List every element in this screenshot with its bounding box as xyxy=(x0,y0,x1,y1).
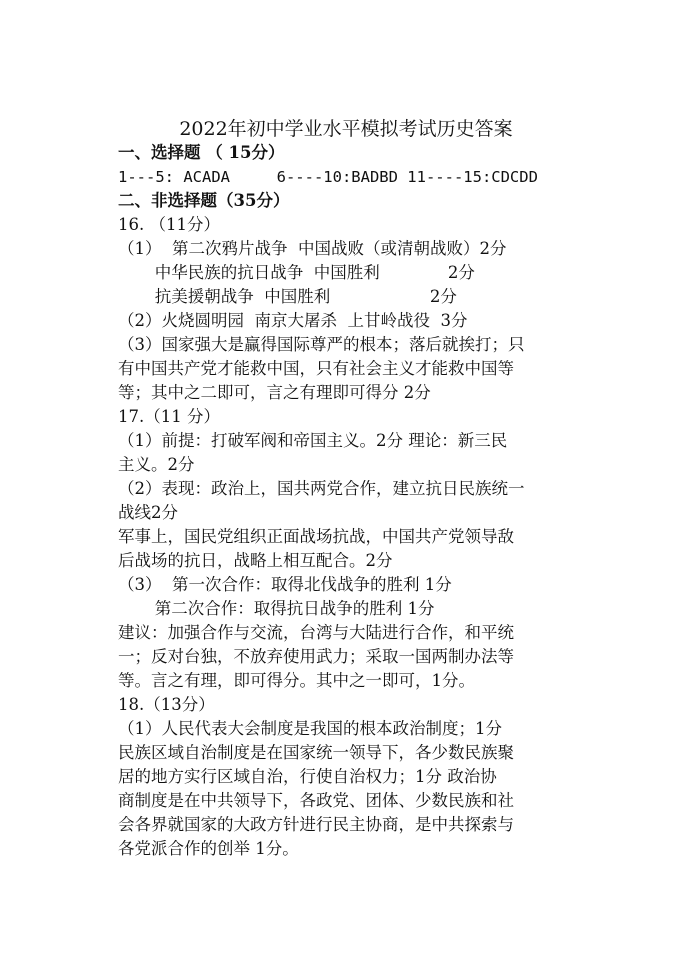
q16-line: （2）火烧圆明园 南京大屠杀 上甘岭战役 3分 xyxy=(118,311,468,330)
q16-line: 等；其中之二即可，言之有理即可得分 2分 xyxy=(118,383,431,402)
q18-line: 会各界就国家的大政方针进行民主协商，是中共探索与 xyxy=(118,815,514,834)
q18-line: 各党派合作的创举 1分。 xyxy=(118,839,299,858)
q18-line: 居的地方实行区域自治，行使自治权力；1分 政治协 xyxy=(118,767,497,786)
q16-line: 抗美援朝战争 中国胜利 2分 xyxy=(118,287,457,306)
q16-line: （1） 第二次鸦片战争 中国战败（或清朝战败）2分 xyxy=(118,239,507,258)
q17-line: 战线2分 xyxy=(118,503,178,522)
section1-answers: 1---5: ACADA 6----10:BADBD 11----15:CDCDD xyxy=(118,168,538,186)
q17-line: 主义。2分 xyxy=(118,455,195,474)
q17-line: 第二次合作：取得抗日战争的胜利 1分 xyxy=(118,599,435,618)
q16-line: （3）国家强大是赢得国际尊严的根本；落后就挨打；只 xyxy=(118,335,525,354)
q16-line: 中华民族的抗日战争 中国胜利 2分 xyxy=(118,263,475,282)
q17-line: （1）前提：打破军阀和帝国主义。2分 理论：新三民 xyxy=(118,431,508,450)
q18-line: 民族区域自治制度是在国家统一领导下，各少数民族聚 xyxy=(118,743,514,762)
q17-line: 建议：加强合作与交流，台湾与大陆进行合作，和平统 xyxy=(118,623,514,642)
section1-heading: 一、选择题 （ 15分） xyxy=(118,143,285,162)
q18-heading: 18.（13分） xyxy=(118,695,215,714)
q17-line: 后战场的抗日，战略上相互配合。2分 xyxy=(118,551,393,570)
q17-line: （2）表现：政治上，国共两党合作，建立抗日民族统一 xyxy=(118,479,525,498)
q16-line: 有中国共产党才能救中国，只有社会主义才能救中国等 xyxy=(118,359,514,378)
page-title: 2022年初中学业水平模拟考试历史答案 xyxy=(179,118,513,140)
section2-heading: 二、非选择题（35分） xyxy=(118,191,290,210)
q17-line: （3） 第一次合作：取得北伐战争的胜利 1分 xyxy=(118,575,452,594)
q18-line: 商制度是在中共领导下，各政党、团体、少数民族和社 xyxy=(118,791,514,810)
q17-line: 一；反对台独，不放弃使用武力；采取一国两制办法等 xyxy=(118,647,514,666)
q17-heading: 17.（11 分） xyxy=(118,407,220,426)
q17-line: 军事上，国民党组织正面战场抗战，中国共产党领导敌 xyxy=(118,527,514,546)
q17-line: 等。言之有理，即可得分。其中之一即可，1分。 xyxy=(118,671,475,690)
q18-line: （1）人民代表大会制度是我国的根本政治制度；1分 xyxy=(118,719,502,738)
q16-heading: 16. （11分） xyxy=(118,215,220,234)
